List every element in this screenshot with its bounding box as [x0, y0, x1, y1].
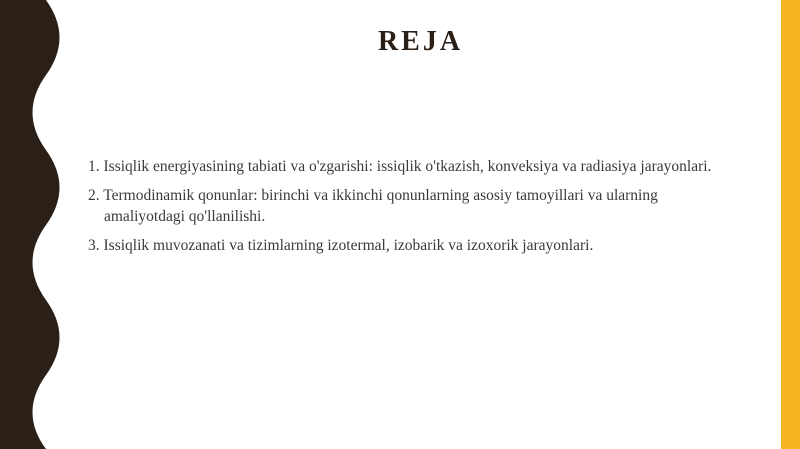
agenda-list — [88, 156, 728, 264]
slide-title: REJA — [377, 26, 464, 57]
accent-stripe — [781, 0, 800, 449]
agenda-item: 1. Issiqlik energiyasining tabiati va o'zgarishi: issiqlik o'tkazish, konveksiya va radiasiya jarayonlari. — [88, 158, 712, 175]
agenda-item: 2. Termodinamik qonunlar: birinchi va ikkinchi qonunlarning asosiy tamoyillari va ularning amaliyotdagi qo'llanilishi. — [88, 187, 658, 225]
wavy-left-border — [0, 0, 60, 449]
agenda-item: 3. Issiqlik muvozanati va tizimlarning izotermal, izobarik va izoxorik jarayonlari. — [88, 237, 594, 254]
